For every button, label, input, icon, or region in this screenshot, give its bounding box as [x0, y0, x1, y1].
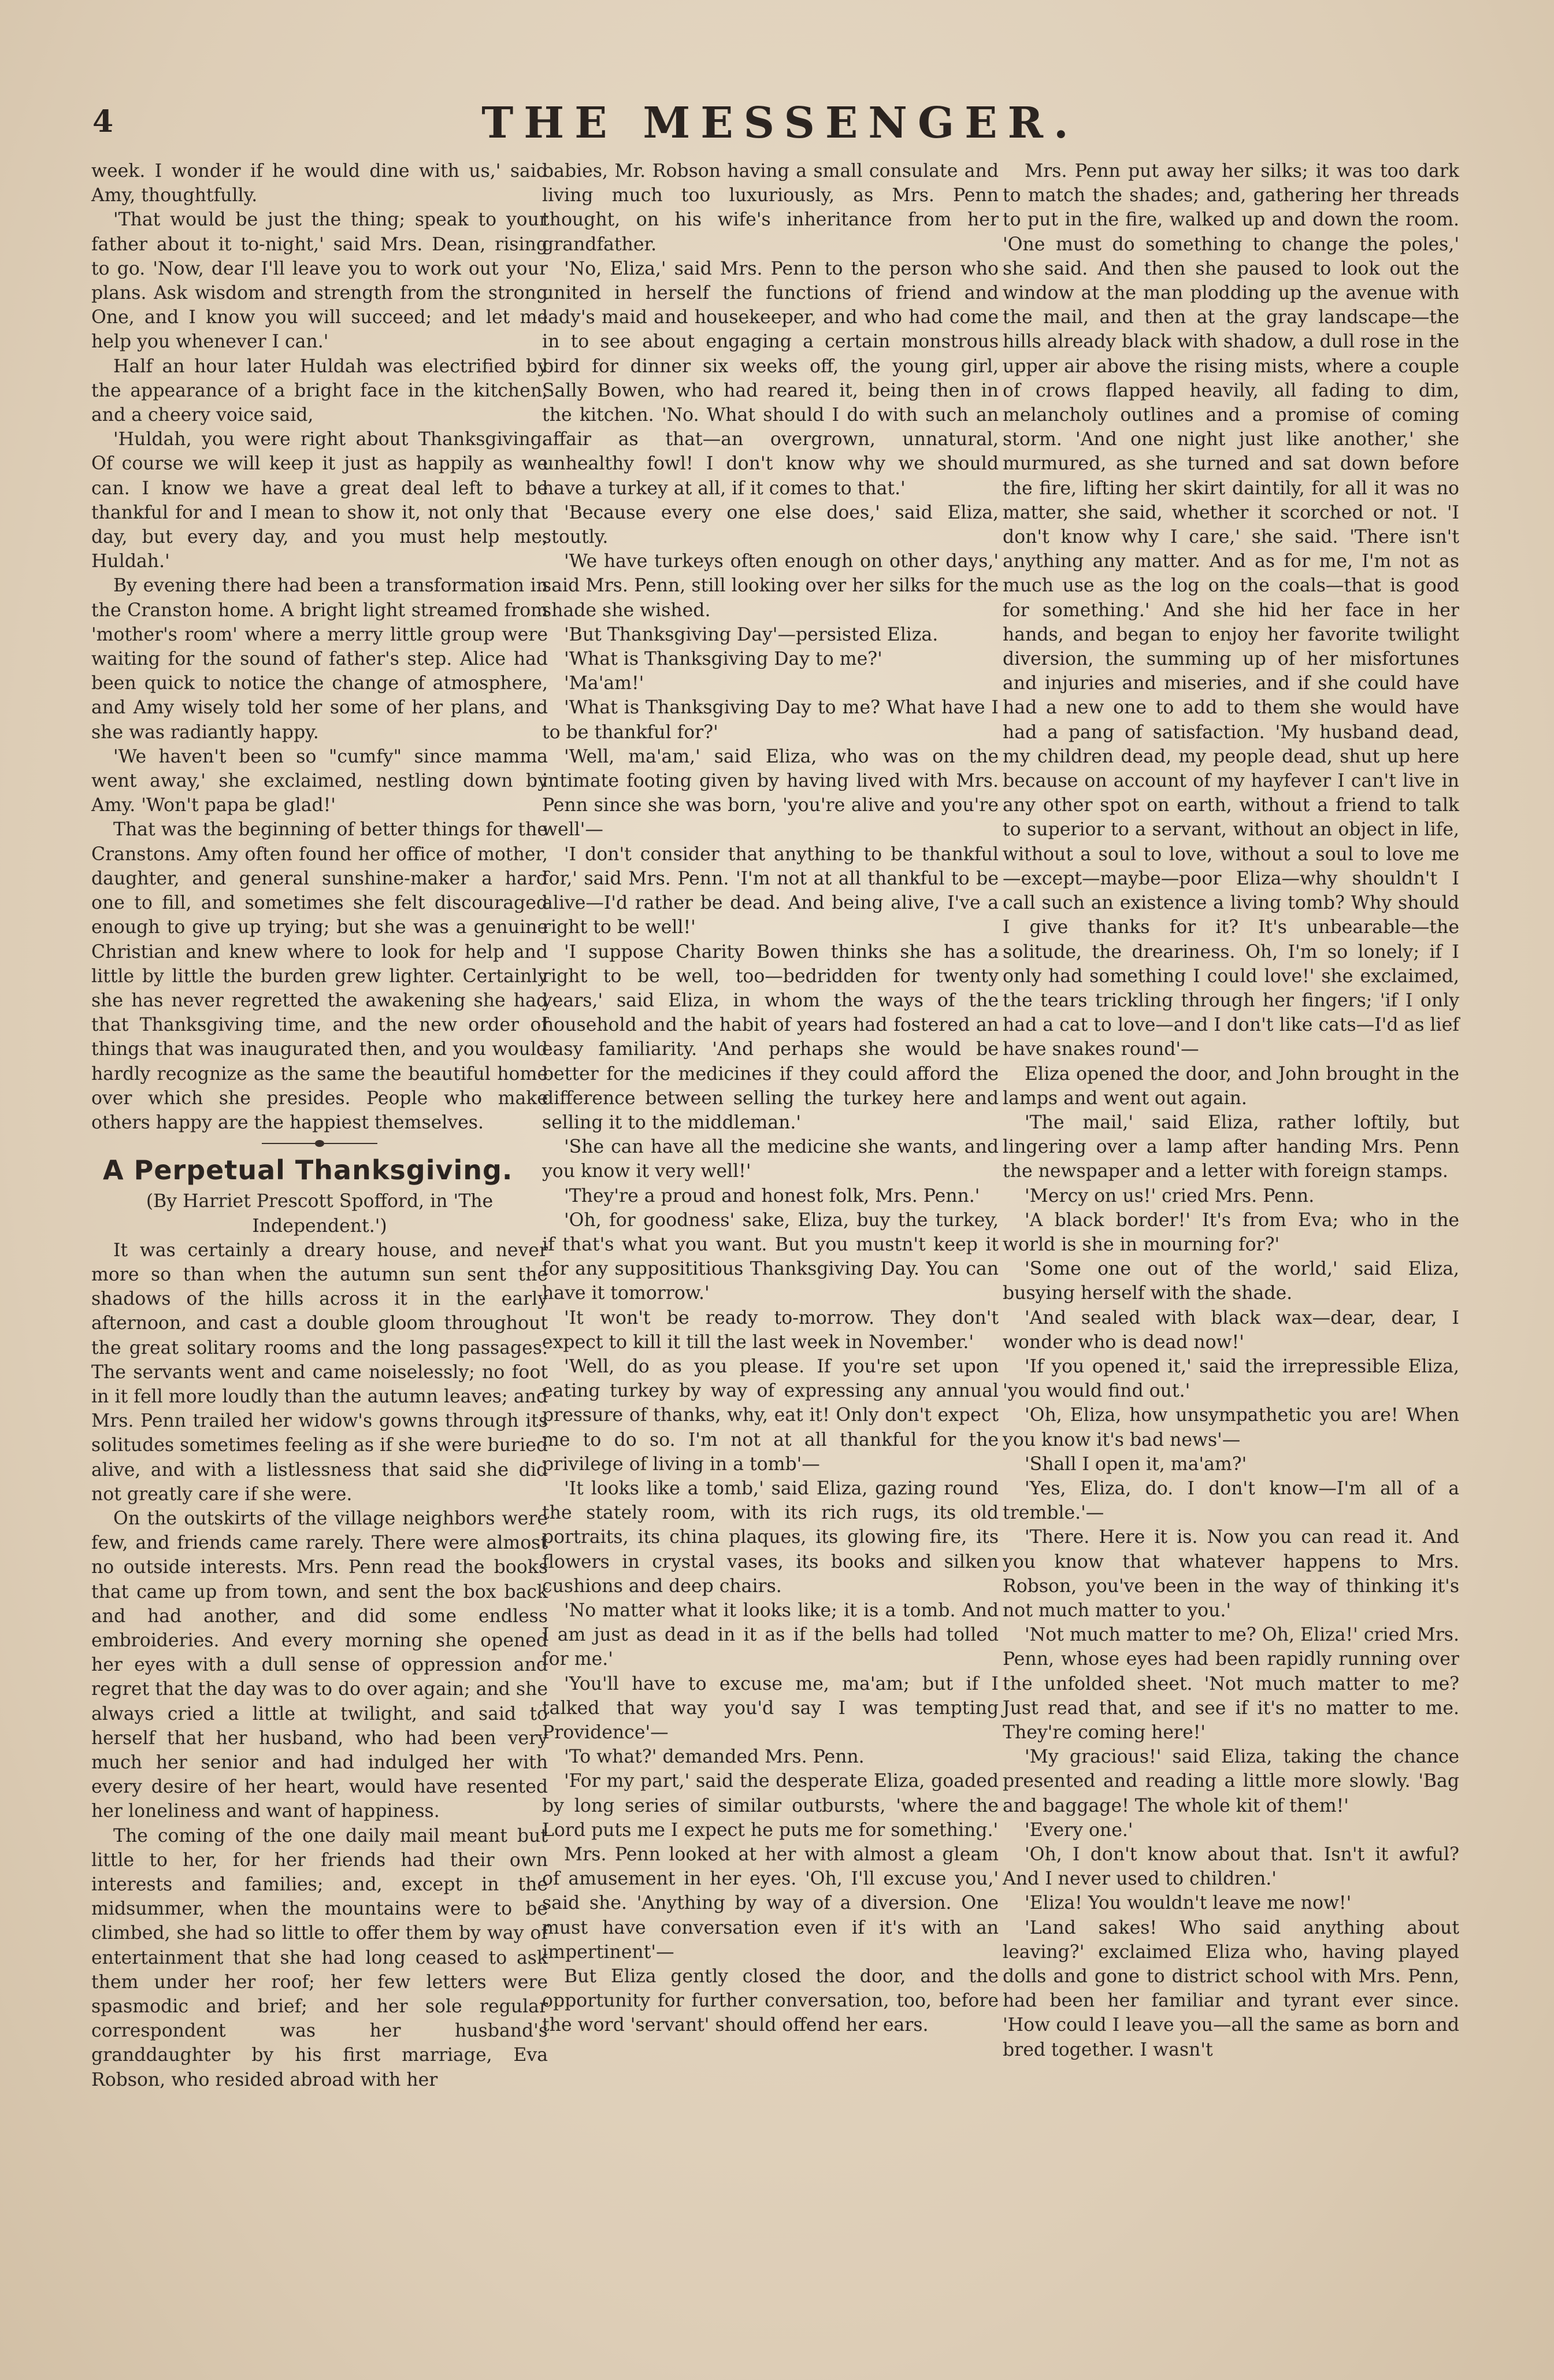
paragraph: 'The mail,' said Eliza, rather loftily, but lingering over a lamp after handing Mrs. Penn the newspaper and a letter with foreign stamps. — [1003, 1112, 1459, 1182]
article-title: A Perpetual Thanksgiving. — [103, 1154, 513, 1186]
paragraph: 'And sealed with black wax—dear, dear, I wonder who is dead now!' — [1003, 1307, 1459, 1353]
paragraph: 'But Thanksgiving Day'—persisted Eliza. — [564, 624, 939, 645]
paragraph: 'Eliza! You wouldn't leave me now!' — [1025, 1893, 1352, 1914]
paragraph: 'Shall I open it, ma'am?' — [1025, 1453, 1247, 1475]
paragraph: That was the beginning of better things for the Cranstons. Amy often found her office of mother, daughter, and general sunshine-maker a hard one to fill, and sometimes she felt discouraged enough to give up trying; but she was a genuine Christian and knew where to look for help and little by little the burden grew lighter. Certainly she has never regretted the awakening she had that Thanksgiving time, and the new order of things that was inaugurated then, and you would hardly recognize as the same the beautiful home over which she presides. People who make others happy are the happiest themselves. — [91, 819, 548, 1133]
column-middle — [542, 159, 999, 2038]
paragraph: 'My gracious!' said Eliza, taking the chance presented and reading a little more slowly. 'Bag and baggage! The whole kit of them!' — [1003, 1746, 1459, 1816]
paragraph: 'Mercy on us!' cried Mrs. Penn. — [1025, 1185, 1315, 1206]
paragraph: 'Because every one else does,' said Eliza, stoutly. — [542, 502, 999, 548]
column-right — [1003, 159, 1459, 2062]
paragraph: Half an hour later Huldah was electrified by the appearance of a bright face in the kitchen, and a cheery voice said, — [91, 356, 548, 426]
paragraph: 'If you opened it,' said the irrepressible Eliza, 'you would find out.' — [1003, 1356, 1459, 1402]
paragraph: 'For my part,' said the desperate Eliza, goaded by long series of similar outbursts, 'where the Lord puts me I expect he puts me for something.' — [542, 1771, 999, 1841]
paragraph: 'Oh, for goodness' sake, Eliza, buy the turkey, if that's what you want. But you mustn't keep it for any supposititious Thanksgiving Day. You can have it tomorrow.' — [542, 1209, 999, 1304]
paragraph: 'She can have all the medicine she wants, and you know it very well!' — [542, 1137, 999, 1182]
paragraph: 'I suppose Charity Bowen thinks she has a right to be well, too—bedridden for twenty years,' said Eliza, in whom the ways of the household and the habit of years had fostered an easy familiarity. 'And perhaps she would be better for the medicines if they could afford the difference between selling the turkey here and selling it to the middleman.' — [542, 941, 999, 1133]
paragraph: 'Huldah, you were right about Thanksgiving. Of course we will keep it just as happily as we can. I know we have a great deal left to be thankful for and I mean to show it, not only that day, but every day, and you must help me, Huldah.' — [91, 429, 548, 572]
paragraph: 'They're a proud and honest folk, Mrs. Penn.' — [564, 1185, 980, 1206]
paragraph: 'A black border!' It's from Eva; who in the world is she in mourning for?' — [1003, 1209, 1459, 1255]
paragraph: 'Yes, Eliza, do. I don't know—I'm all of a tremble.'— — [1003, 1478, 1459, 1524]
paragraph: Mrs. Penn looked at her with almost a gleam of amusement in her eyes. 'Oh, I'll excuse you,' said she. 'Anything by way of a diversion. One must have conversation even if it's with an impertinent'— — [542, 1844, 999, 1963]
paragraph: 'There. Here it is. Now you can read it. And you know that whatever happens to Mrs. Robson, you've been in the way of thinking it's not much matter to you.' — [1003, 1527, 1459, 1621]
paragraph: babies, Mr. Robson having a small consulate and living much too luxuriously, as Mrs. Penn thought, on his wife's inheritance from her grandfather. — [542, 161, 999, 255]
page-number: 4 — [92, 104, 114, 139]
paragraph: 'Every one.' — [1025, 1819, 1133, 1841]
paragraph: On the outskirts of the village neighbors were few, and friends came rarely. There were almost no outside interests. Mrs. Penn read the books that came up from town, and sent the box back and had another, and did some endless embroideries. And every morning she opened her eyes with a dull sense of oppression and regret that the day was to do over again; and she always cried a little at twilight, and said to herself that her husband, who had been very much her senior and had indulged her with every desire of her heart, would have resented her loneliness and want of happiness. — [91, 1508, 548, 1822]
column-left — [91, 159, 548, 2092]
paragraph: 'Ma'am!' — [564, 673, 644, 694]
paragraph: 'It looks like a tomb,' said Eliza, gazing round the stately room, with its rich rugs, its old portraits, its china plaques, its glowing fire, its flowers in crystal vases, its books and silken cushions and deep chairs. — [542, 1478, 999, 1597]
paragraph: 'We have turkeys often enough on other days,' said Mrs. Penn, still looking over her silks for the shade she wished. — [542, 551, 999, 621]
paragraph: Eliza opened the door, and John brought in the lamps and went out again. — [1003, 1063, 1459, 1109]
paragraph: 'No matter what it looks like; it is a tomb. And I am just as dead in it as if the bells had tolled for me.' — [542, 1600, 999, 1670]
paragraph: 'We haven't been so "cumfy" since mamma went away,' she exclaimed, nestling down by Amy. 'Won't papa be glad!' — [91, 746, 548, 816]
paragraph: 'Land sakes! Who said anything about leaving?' exclaimed Eliza who, having played dolls and gone to district school with Mrs. Penn, had been her familiar and tyrant ever since. 'How could I leave you—all the same as born and bred together. I wasn't — [1003, 1917, 1459, 2060]
masthead-title: THE MESSENGER. — [481, 98, 1079, 148]
paragraph: Mrs. Penn put away her silks; it was too dark to match the shades; and, gathering her threads to put in the fire, walked up and down the room. 'One must do something to change the poles,' she said. And then she paused to look out the window at the man plodding up the avenue with the mail, and then at the gray landscape—the hills already black with shadow, a dull rose in the upper air above the rising mists, where a couple of crows flapped heavily, all fading to dim, melancholy outlines and a promise of coming storm. 'And one night just like another,' she murmured, as she turned and sat down before the fire, lifting her skirt daintily, for all it was no matter, she said, whether it scorched or not. 'I don't know why I care,' she said. 'There isn't anything any matter. And as for me, I'm not as much use as the log on the coals—that is good for something.' And she hid her face in her hands, and began to enjoy her favorite twilight diversion, the summing up of her misfortunes and injuries and miseries, and if she could have had a new one to add to them she would have had a pang of satisfaction. 'My husband dead, my children dead, my people dead, shut up here because on account of my hayfever I can't live in any other spot on earth, without a friend to talk to superior to a servant, without an object in life, without a soul to love, without a soul to love me—except—maybe—poor Eliza—why shouldn't I call such an existence a living tomb? Why should I give thanks for it? It's unbearable—the solitude, the dreariness. Oh, I'm so lonely; if I only had something I could love!' she exclaimed, the tears trickling through her fingers; 'if I only had a cat to love—and I don't like cats—I'd as lief have snakes round'— — [1003, 161, 1459, 1060]
paragraph: 'Not much matter to me? Oh, Eliza!' cried Mrs. Penn, whose eyes had been rapidly running over the unfolded sheet. 'Not much matter to me? Just read that, and see if it's no matter to me. They're coming here!' — [1003, 1624, 1459, 1743]
page-header — [87, 92, 1474, 156]
paragraph: 'You'll have to excuse me, ma'am; but if I talked that way you'd say I was tempting Providence'— — [542, 1673, 999, 1743]
paragraph: 'Well, do as you please. If you're set upon eating turkey by way of expressing any annual pressure of thanks, why, eat it! Only don't expect me to do so. I'm not at all thankful for the privilege of living in a tomb'— — [542, 1356, 999, 1475]
paragraph: 'What is Thanksgiving Day to me?' — [564, 649, 882, 670]
article-byline: (By Harriet Prescott Spofford, in 'The Independent.') — [146, 1191, 494, 1237]
paragraph: 'Some one out of the world,' said Eliza, busying herself with the shade. — [1003, 1259, 1459, 1304]
paragraph: 'What is Thanksgiving Day to me? What have I to be thankful for?' — [542, 697, 999, 743]
paragraph: 'Oh, I don't know about that. Isn't it awful? And I never used to children.' — [1003, 1844, 1459, 1890]
paragraph: 'That would be just the thing; speak to your father about it to-night,' said Mrs. Dean, rising to go. 'Now, dear I'll leave you to work out your plans. Ask wisdom and strength from the strong One, and I know you will succeed; and let me help you whenever I can.' — [91, 209, 548, 353]
paragraph: The coming of the one daily mail meant but little to her, for her friends had their own interests and families; and, except in the midsummer, when the mountains were to be climbed, she had so little to offer them by way of entertainment that she had long ceased to ask them under her roof; her few letters were spasmodic and brief; and her sole regular correspondent was her husband's granddaughter by his first marriage, Eva Robson, who resided abroad with her — [91, 1825, 548, 2090]
paragraph: 'Oh, Eliza, how unsympathetic you are! When you know it's bad news'— — [1003, 1405, 1459, 1450]
paragraph: week. I wonder if he would dine with us,' said Amy, thoughtfully. — [91, 161, 548, 206]
paragraph: But Eliza gently closed the door, and the opportunity for further conversation, too, before the word 'servant' should offend her ears. — [542, 1966, 999, 2036]
paragraph: 'I don't consider that anything to be thankful for,' said Mrs. Penn. 'I'm not at all thankful to be alive—I'd rather be dead. And being alive, I've a right to be well!' — [542, 843, 999, 938]
paragraph: 'No, Eliza,' said Mrs. Penn to the person who united in herself the functions of friend and lady's maid and housekeeper, and who had come in to see about engaging a certain monstrous bird for dinner six weeks off, the young girl, Sally Bowen, who had reared it, being then in the kitchen. 'No. What should I do with such an affair as that—an overgrown, unnatural, unhealthy fowl! I don't know why we should have a turkey at all, if it comes to that.' — [542, 258, 999, 499]
paragraph: 'Well, ma'am,' said Eliza, who was on the intimate footing given by having lived with Mrs. Penn since she was born, 'you're alive and you're well'— — [542, 746, 999, 841]
paragraph: By evening there had been a transformation in the Cranston home. A bright light streamed from 'mother's room' where a merry little group were waiting for the sound of father's step. Alice had been quick to notice the change of atmosphere, and Amy wisely told her some of her plans, and she was radiantly happy. — [91, 575, 548, 743]
paragraph: 'To what?' demanded Mrs. Penn. — [564, 1746, 865, 1768]
paragraph: It was certainly a dreary house, and never more so than when the autumn sun sent the shadows of the hills across it in the early afternoon, and cast a double gloom throughout the great solitary rooms and the long passages. The servants went and came noiselessly; no foot in it fell more loudly than the autumn leaves; and Mrs. Penn trailed her widow's gowns through its solitudes sometimes feeling as if she were buried alive, and with a listlessness that said she did not greatly care if she were. — [91, 1239, 548, 1505]
section-divider — [262, 1139, 377, 1148]
paragraph: 'It won't be ready to-morrow. They don't expect to kill it till the last week in November.' — [542, 1307, 999, 1353]
